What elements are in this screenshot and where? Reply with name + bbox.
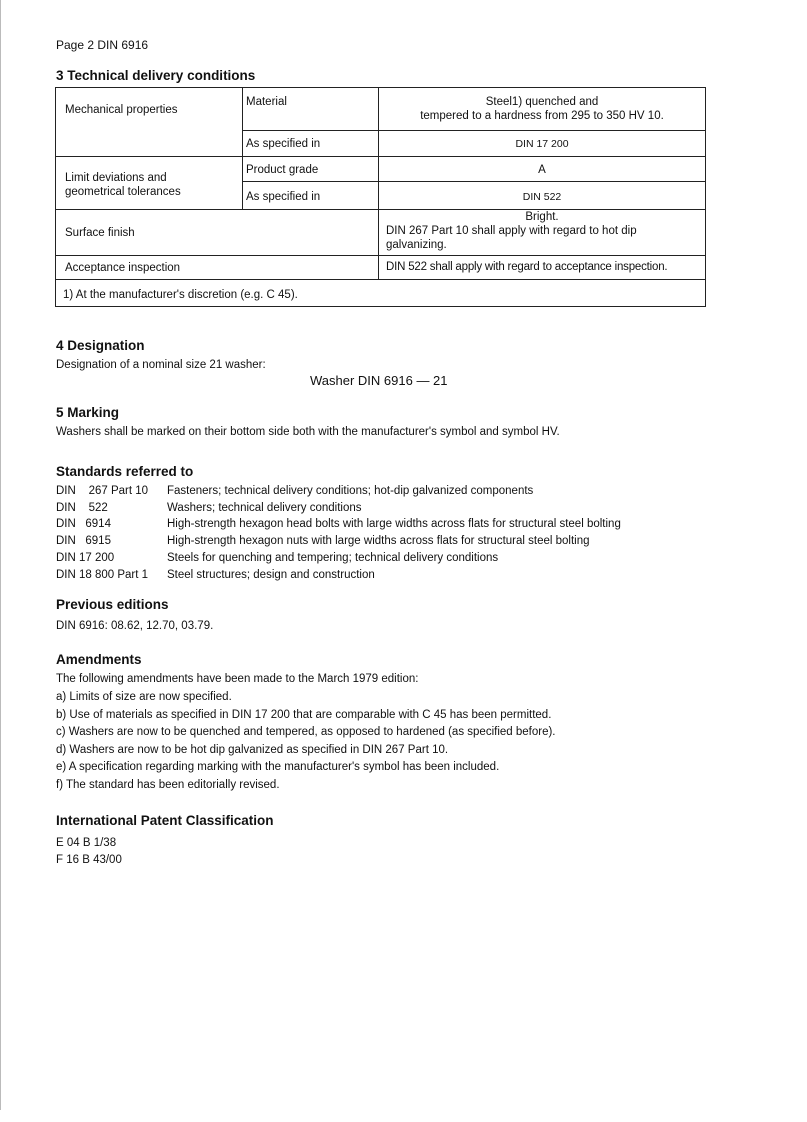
- ipc-title: International Patent Classification: [56, 813, 274, 828]
- amendment-item: c) Washers are now to be quenched and tempered, as opposed to hardened (as specified before).: [56, 726, 556, 738]
- table-hline: [242, 181, 705, 182]
- standard-number: DIN 18 800 Part 1: [56, 568, 149, 581]
- standard-number: DIN 267 Part 10: [56, 485, 149, 497]
- spec-label-1: As specified in: [246, 138, 321, 150]
- material-value-line2: tempered to a hardness from 295 to 350 HV 10.: [420, 110, 664, 122]
- table-hline: [56, 279, 705, 280]
- amendment-item: a) Limits of size are now specified.: [56, 691, 232, 703]
- standard-description: Fasteners; technical delivery conditions; hot-dip galvanized components: [167, 485, 534, 497]
- acceptance-inspection-value: DIN 522 shall apply with regard to acceptance inspection.: [386, 261, 668, 273]
- standard-number: DIN 17 200: [56, 551, 115, 564]
- standard-description: High-strength hexagon nuts with large widths across flats for structural steel bolting: [167, 535, 590, 548]
- table-hline: [242, 130, 705, 131]
- previous-editions-title: Previous editions: [56, 597, 169, 612]
- section-4-title: 4 Designation: [56, 338, 145, 353]
- standard-description: Steels for quenching and tempering; technical delivery conditions: [167, 551, 499, 564]
- table-vline-inner: [242, 88, 243, 209]
- product-grade-label: Product grade: [246, 164, 319, 176]
- standards-title: Standards referred to: [56, 464, 194, 479]
- surface-finish-value-line2: DIN 267 Part 10 shall apply with regard to hot dip: [386, 225, 637, 237]
- spec-value-1: DIN 17 200: [515, 138, 569, 150]
- ipc-code: E 04 B 1/38: [56, 837, 117, 849]
- standard-description: Steel structures; design and construction: [167, 568, 375, 581]
- table-footnote: 1) At the manufacturer's discretion (e.g. C 45).: [63, 289, 298, 301]
- standard-description: Washers; technical delivery conditions: [167, 501, 362, 514]
- amendment-item: d) Washers are now to be hot dip galvanized as specified in DIN 267 Part 10.: [56, 743, 449, 756]
- amendment-item: e) A specification regarding marking with the manufacturer's symbol has been included.: [56, 761, 500, 773]
- marking-text: Washers shall be marked on their bottom side both with the manufacturer's symbol and symbol HV.: [56, 426, 560, 438]
- section-5-title: 5 Marking: [56, 405, 120, 420]
- page-edge: [0, 0, 1, 1110]
- amendments-intro: The following amendments have been made to the March 1979 edition:: [56, 673, 419, 685]
- standard-number: DIN 522: [56, 501, 108, 514]
- amendment-item: b) Use of materials as specified in DIN 17 200 that are comparable with C 45 has been permitted.: [56, 708, 552, 721]
- surface-finish-value-line3: galvanizing.: [386, 239, 447, 251]
- spec-value-2: DIN 522: [522, 191, 562, 203]
- amendment-item: f) The standard has been editorially revised.: [56, 778, 280, 791]
- product-grade-value: A: [538, 164, 546, 176]
- material-value-line1: Steel1) quenched and: [485, 96, 599, 108]
- acceptance-inspection-label: Acceptance inspection: [65, 262, 181, 274]
- table-hline: [56, 156, 705, 157]
- previous-editions-text: DIN 6916: 08.62, 12.70, 03.79.: [56, 620, 214, 632]
- delivery-conditions-table: [55, 87, 706, 307]
- mechanical-properties-label: Mechanical properties: [65, 104, 178, 116]
- surface-finish-value-line1: Bright.: [525, 211, 559, 223]
- table-hline: [56, 255, 705, 256]
- amendments-title: Amendments: [56, 652, 142, 667]
- limit-deviations-label-1: Limit deviations and: [65, 172, 167, 184]
- page-header: Page 2 DIN 6916: [56, 38, 149, 52]
- standard-number: DIN 6914: [56, 518, 111, 531]
- section-3-title: 3 Technical delivery conditions: [56, 68, 256, 83]
- limit-deviations-label-2: geometrical tolerances: [65, 186, 181, 198]
- designation-intro: Designation of a nominal size 21 washer:: [56, 359, 266, 371]
- designation-example: Washer DIN 6916 — 21: [310, 373, 448, 388]
- ipc-code: F 16 B 43/00: [56, 854, 122, 866]
- standard-number: DIN 6915: [56, 535, 111, 548]
- standard-description: High-strength hexagon head bolts with large widths across flats for structural steel bolting: [167, 518, 621, 531]
- surface-finish-label: Surface finish: [65, 227, 135, 239]
- material-label: Material: [246, 96, 287, 108]
- spec-label-2: As specified in: [246, 191, 321, 203]
